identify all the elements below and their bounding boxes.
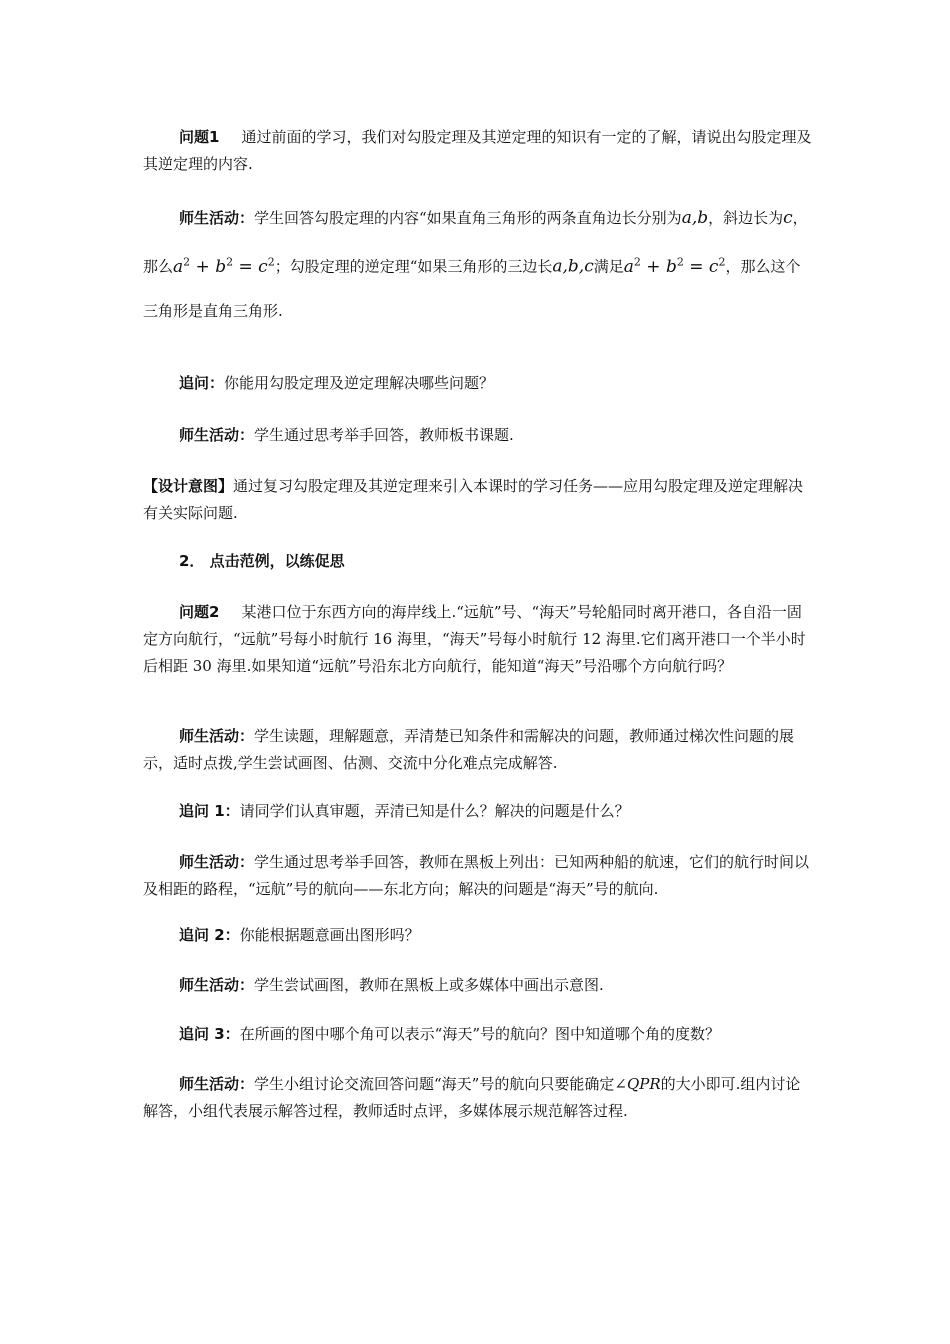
math-a-b: a,b [681,208,709,228]
activity-2 [143,422,813,449]
followup-0-text: 你能用勾股定理及逆定理解决哪些问题？ [224,374,495,392]
followup-3 [143,1021,813,1048]
activity-1 [143,196,813,333]
followup-1-text: 请同学们认真审题，弄清已知是什么？解决的问题是什么？ [239,802,630,820]
activity-4-text: 学生通过思考举手回答，教师在黑板上列出：已知两种船的航速，它们的航行时间以及相距的路程，“远航”号的航向——东北方向；解决的问题是“海天”号的航向. [143,853,810,898]
activity-3-label: 师生活动： [179,727,255,745]
followup-3-text: 在所画的图中哪个角可以表示“海天”号的航向？图中知道哪个角的度数？ [239,1025,721,1043]
activity-1-text-c: ，那么 [143,209,808,276]
question-1-text: 通过前面的学习，我们对勾股定理及其逆定理的知识有一定的了解，请说出勾股定理及其逆定理的内容. [143,128,812,173]
question-2-text: 某港口位于东西方向的海岸线上.“远航”号、“海天”号轮船同时离开港口，各自沿一固定方向航行，“远航”号每小时航行 16 海里，“海天”号每小时航行 12 海里.它们离开港口一个半小时后相距 30 海里.如果知道“远航”号沿东北方向航行，能知道“海天”号沿哪个方向航行吗？ [143,603,806,675]
activity-1-text-a: 学生回答勾股定理的内容“如果直角三角形的两条直角边长分别为 [254,209,682,227]
activity-5-label: 师生活动： [179,976,255,994]
question-2-label: 问题2 [179,603,220,621]
question-1-label: 问题1 [179,128,220,146]
math-a-b-c: a,b,c [552,256,594,277]
activity-2-text: 学生通过思考举手回答，教师板书课题. [254,426,514,444]
activity-4-label: 师生活动： [179,853,255,871]
activity-3 [143,723,813,777]
design-intent [143,473,813,527]
followup-0 [143,370,813,397]
activity-1-text-e: 满足 [593,257,624,276]
followup-3-label: 追问 3： [179,1025,240,1043]
activity-6 [143,1071,813,1125]
activity-3-text: 学生读题，理解题意，弄清楚已知条件和需解决的问题，教师通过梯次性问题的展示，适时点拨,学生尝试画图、估测、交流中分化难点完成解答. [143,727,795,772]
followup-1-label: 追问 1： [179,802,240,820]
math-c: c [783,208,793,228]
activity-6-text-a: 学生小组讨论交流回答问题“海天”号的航向只要能确定∠ [254,1075,627,1093]
angle-qpr: QPR [626,1075,661,1093]
activity-2-label: 师生活动： [179,426,255,444]
activity-1-label: 师生活动： [179,209,255,227]
design-intent-label: 【设计意图】 [143,477,234,495]
activity-6-label: 师生活动： [179,1075,255,1093]
question-1 [143,124,813,178]
followup-2-text: 你能根据题意画出图形吗？ [239,926,420,944]
followup-0-label: 追问： [179,374,225,392]
activity-6-text-b: 的大小即可.组内讨论解答，小组代表展示解答过程，教师适时点评，多媒体展示规范解答过程. [143,1075,801,1120]
question-2 [143,599,813,680]
activity-1-text-f: ，那么这个三角形是直角三角形. [143,257,801,320]
activity-1-text-b: ，斜边长为 [708,209,784,227]
pythagorean-equation-1: $a^2 + b^2 = c^2$ [173,255,275,277]
activity-4 [143,849,813,903]
pythagorean-equation-2: $a^2 + b^2 = c^2$ [623,255,726,277]
activity-5 [143,972,813,999]
followup-2-label: 追问 2： [179,926,240,944]
design-intent-text: 通过复习勾股定理及其逆定理来引入本课时的学习任务——应用勾股定理及逆定理解决有关实际问题. [143,477,804,522]
followup-2 [143,922,813,949]
section-2-title: 2． 点击范例，以练促思 [179,552,345,570]
activity-5-text: 学生尝试画图，教师在黑板上或多媒体中画出示意图. [254,976,604,994]
followup-1 [143,798,813,825]
activity-1-text-d: ；勾股定理的逆定理“如果三角形的三边长 [274,257,553,276]
